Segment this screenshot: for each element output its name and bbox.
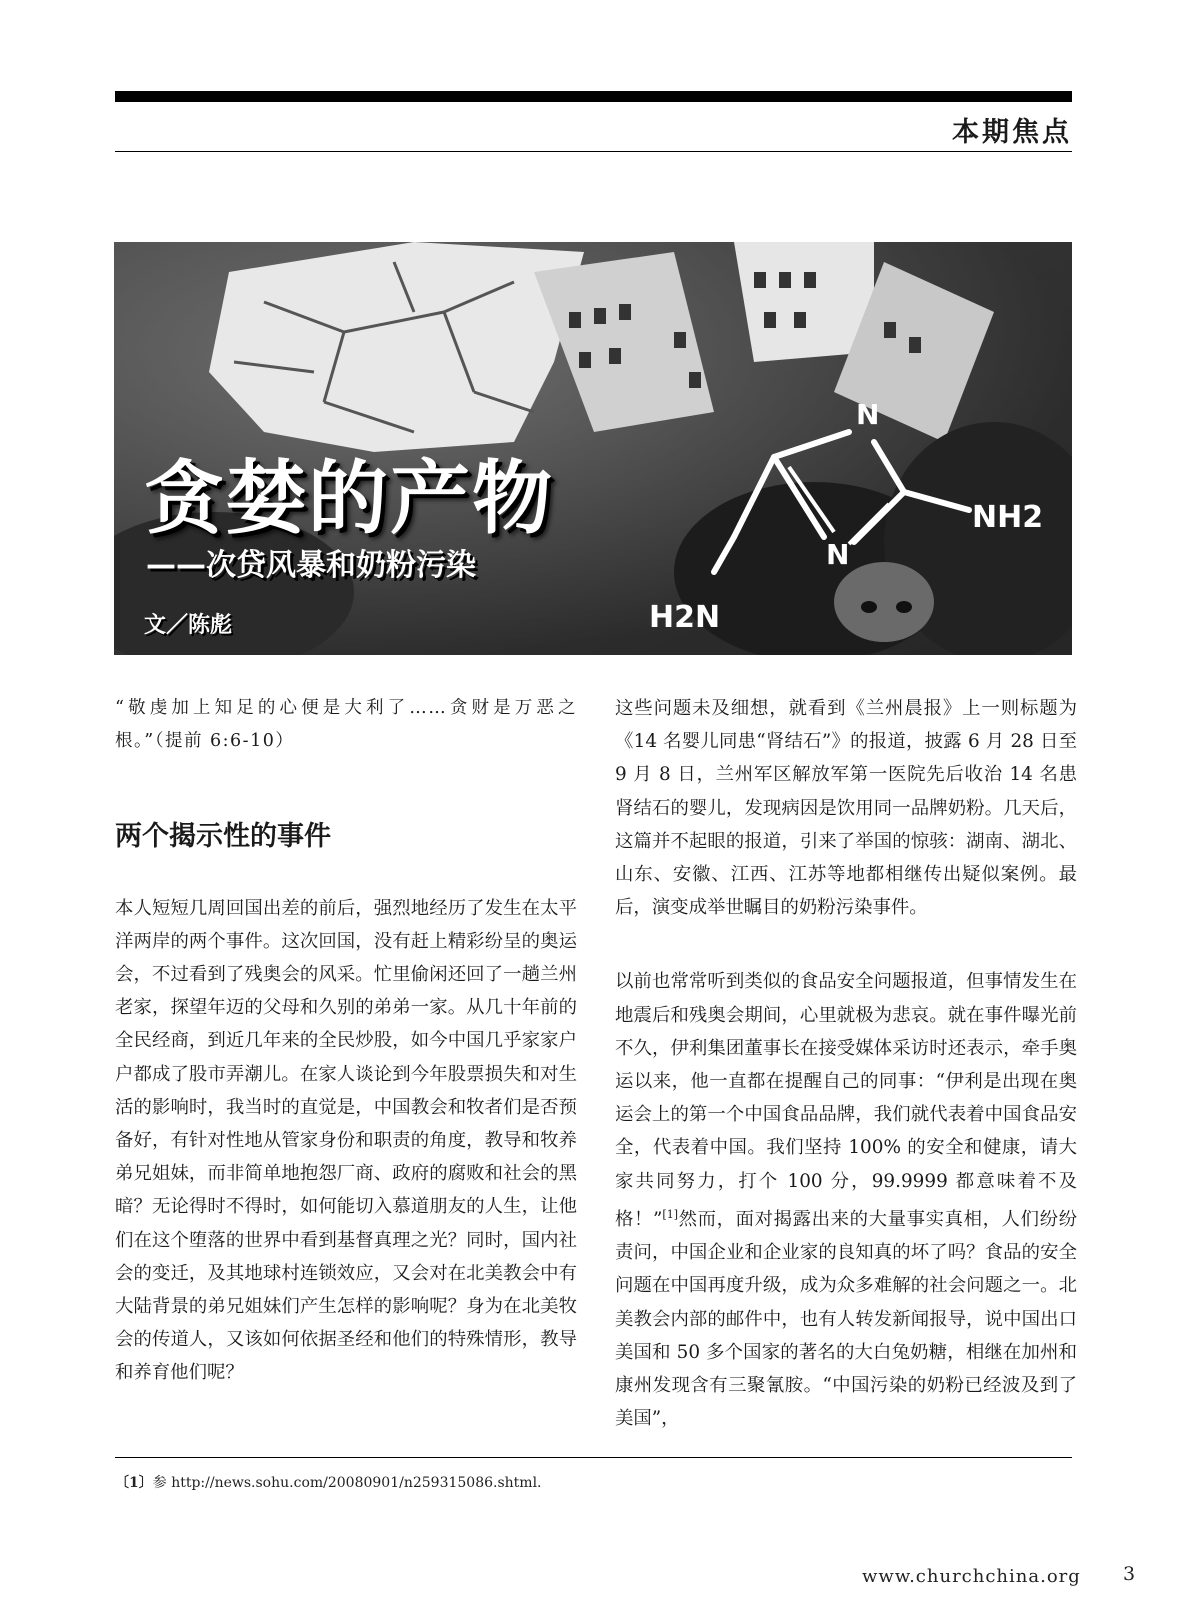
section-heading: 两个揭示性的事件 [115,821,331,853]
right-column [615,692,1077,1435]
molecule-label-n-bottom: N [826,538,850,571]
molecule-label-h2n: H2N [649,600,721,635]
footer-url[interactable]: www.churchchina.org [862,1566,1081,1587]
molecule-label-n-top: N [856,398,880,431]
footnote-divider [115,1457,1072,1458]
footnote [115,1472,542,1492]
article-subtitle: ——次贷风暴和奶粉污染 [146,548,476,583]
body-paragraph-right-1: 这些问题未及细想，就看到《兰州晨报》上一则标题为《14 名婴儿同患“肾结石”》的报道，披露 6 月 28 日至 9 月 8 日，兰州军区解放军第一医院先后收治 14 名患肾结石的婴儿，发现病因是饮用同一品牌奶粉。几天后，这篇并不起眼的报道，引来了举国的惊骇：湖南、湖北、山东、安徽、江西、江苏等地都相继传出疑似案例。最后，演变成举世瞩目的奶粉污染事件。 [615,698,1077,919]
article-byline: 文／陈彪 [144,613,233,638]
paragraph-text-after-note: 然而，面对揭露出来的大量事实真相，人们纷纷责问，中国企业和企业家的良知真的坏了吗？食品的安全问题在中国再度升级，成为众多难解的社会问题之一。北美教会内部的邮件中，也有人转发新闻报导，说中国出口美国和 50 多个国家的著名的大白兔奶糖，相继在加州和康州发现含有三聚氰胺。“中国污染的奶粉已经波及到了美国”， [615,1208,1077,1430]
scripture-quote: “敬虔加上知足的心便是大利了……贪财是万恶之根。”（提前 6:6-10） [115,698,577,752]
footnote-text: 参 http://news.sohu.com/20080901/n259315086.shtml. [152,1475,542,1491]
footnote-reference[interactable]: [1] [662,1207,678,1221]
left-column [115,692,577,1390]
article-title: 贪婪的产物 [144,451,554,545]
paragraph-text-before-note: 以前也常常听到类似的食品安全问题报道，但事情发生在地震后和残奥会期间，心里就极为悲哀。就在事件曝光前不久，伊利集团董事长在接受媒体采访时还表示，牵手奥运以来，他一直都在提醒自己的同事：“伊利是出现在奥运会上的第一个中国食品品牌，我们就代表着中国食品安全，代表着中国。我们坚持 100% 的安全和健康，请大家共同努力，打个 100 分，99.9999 都意味着不及格！” [615,971,1077,1230]
body-paragraph-left: 本人短短几周回国出差的前后，强烈地经历了发生在太平洋两岸的两个事件。这次回国，没有赶上精彩纷呈的奥运会，不过看到了残奥会的风采。忙里偷闲还回了一趟兰州老家，探望年迈的父母和久别的弟弟一家。从几十年前的全民经商，到近几年来的全民炒股，如今中国几乎家家户户都成了股市弄潮儿。在家人谈论到今年股票损失和对生活的影响时，我当时的直觉是，中国教会和牧者们是否预备好，有针对性地从管家身份和职责的角度，教导和牧养弟兄姐妹，而非简单地抱怨厂商、政府的腐败和社会的黑暗？无论得时不得时，如何能切入慕道朋友的人生，让他们在这个堕落的世界中看到基督真理之光？同时，国内社会的变迁，及其地球村连锁效应，又会对在北美教会中有大陆背景的弟兄姐妹们产生怎样的影响呢？身为在北美牧会的传道人，又该如何依据圣经和他们的特殊情形，教导和养育他们呢？ [115,897,577,1384]
molecule-label-nh2: NH2 [972,500,1044,535]
hero-image [114,242,1072,655]
page-number: 3 [1123,1563,1136,1585]
top-rule [115,91,1072,102]
body-paragraph-right-2 [615,965,1077,1435]
header-divider [115,151,1072,152]
paragraph-gap [615,924,1077,965]
footnote-mark: 〔1〕 [115,1475,153,1491]
section-label: 本期焦点 [952,117,1072,148]
